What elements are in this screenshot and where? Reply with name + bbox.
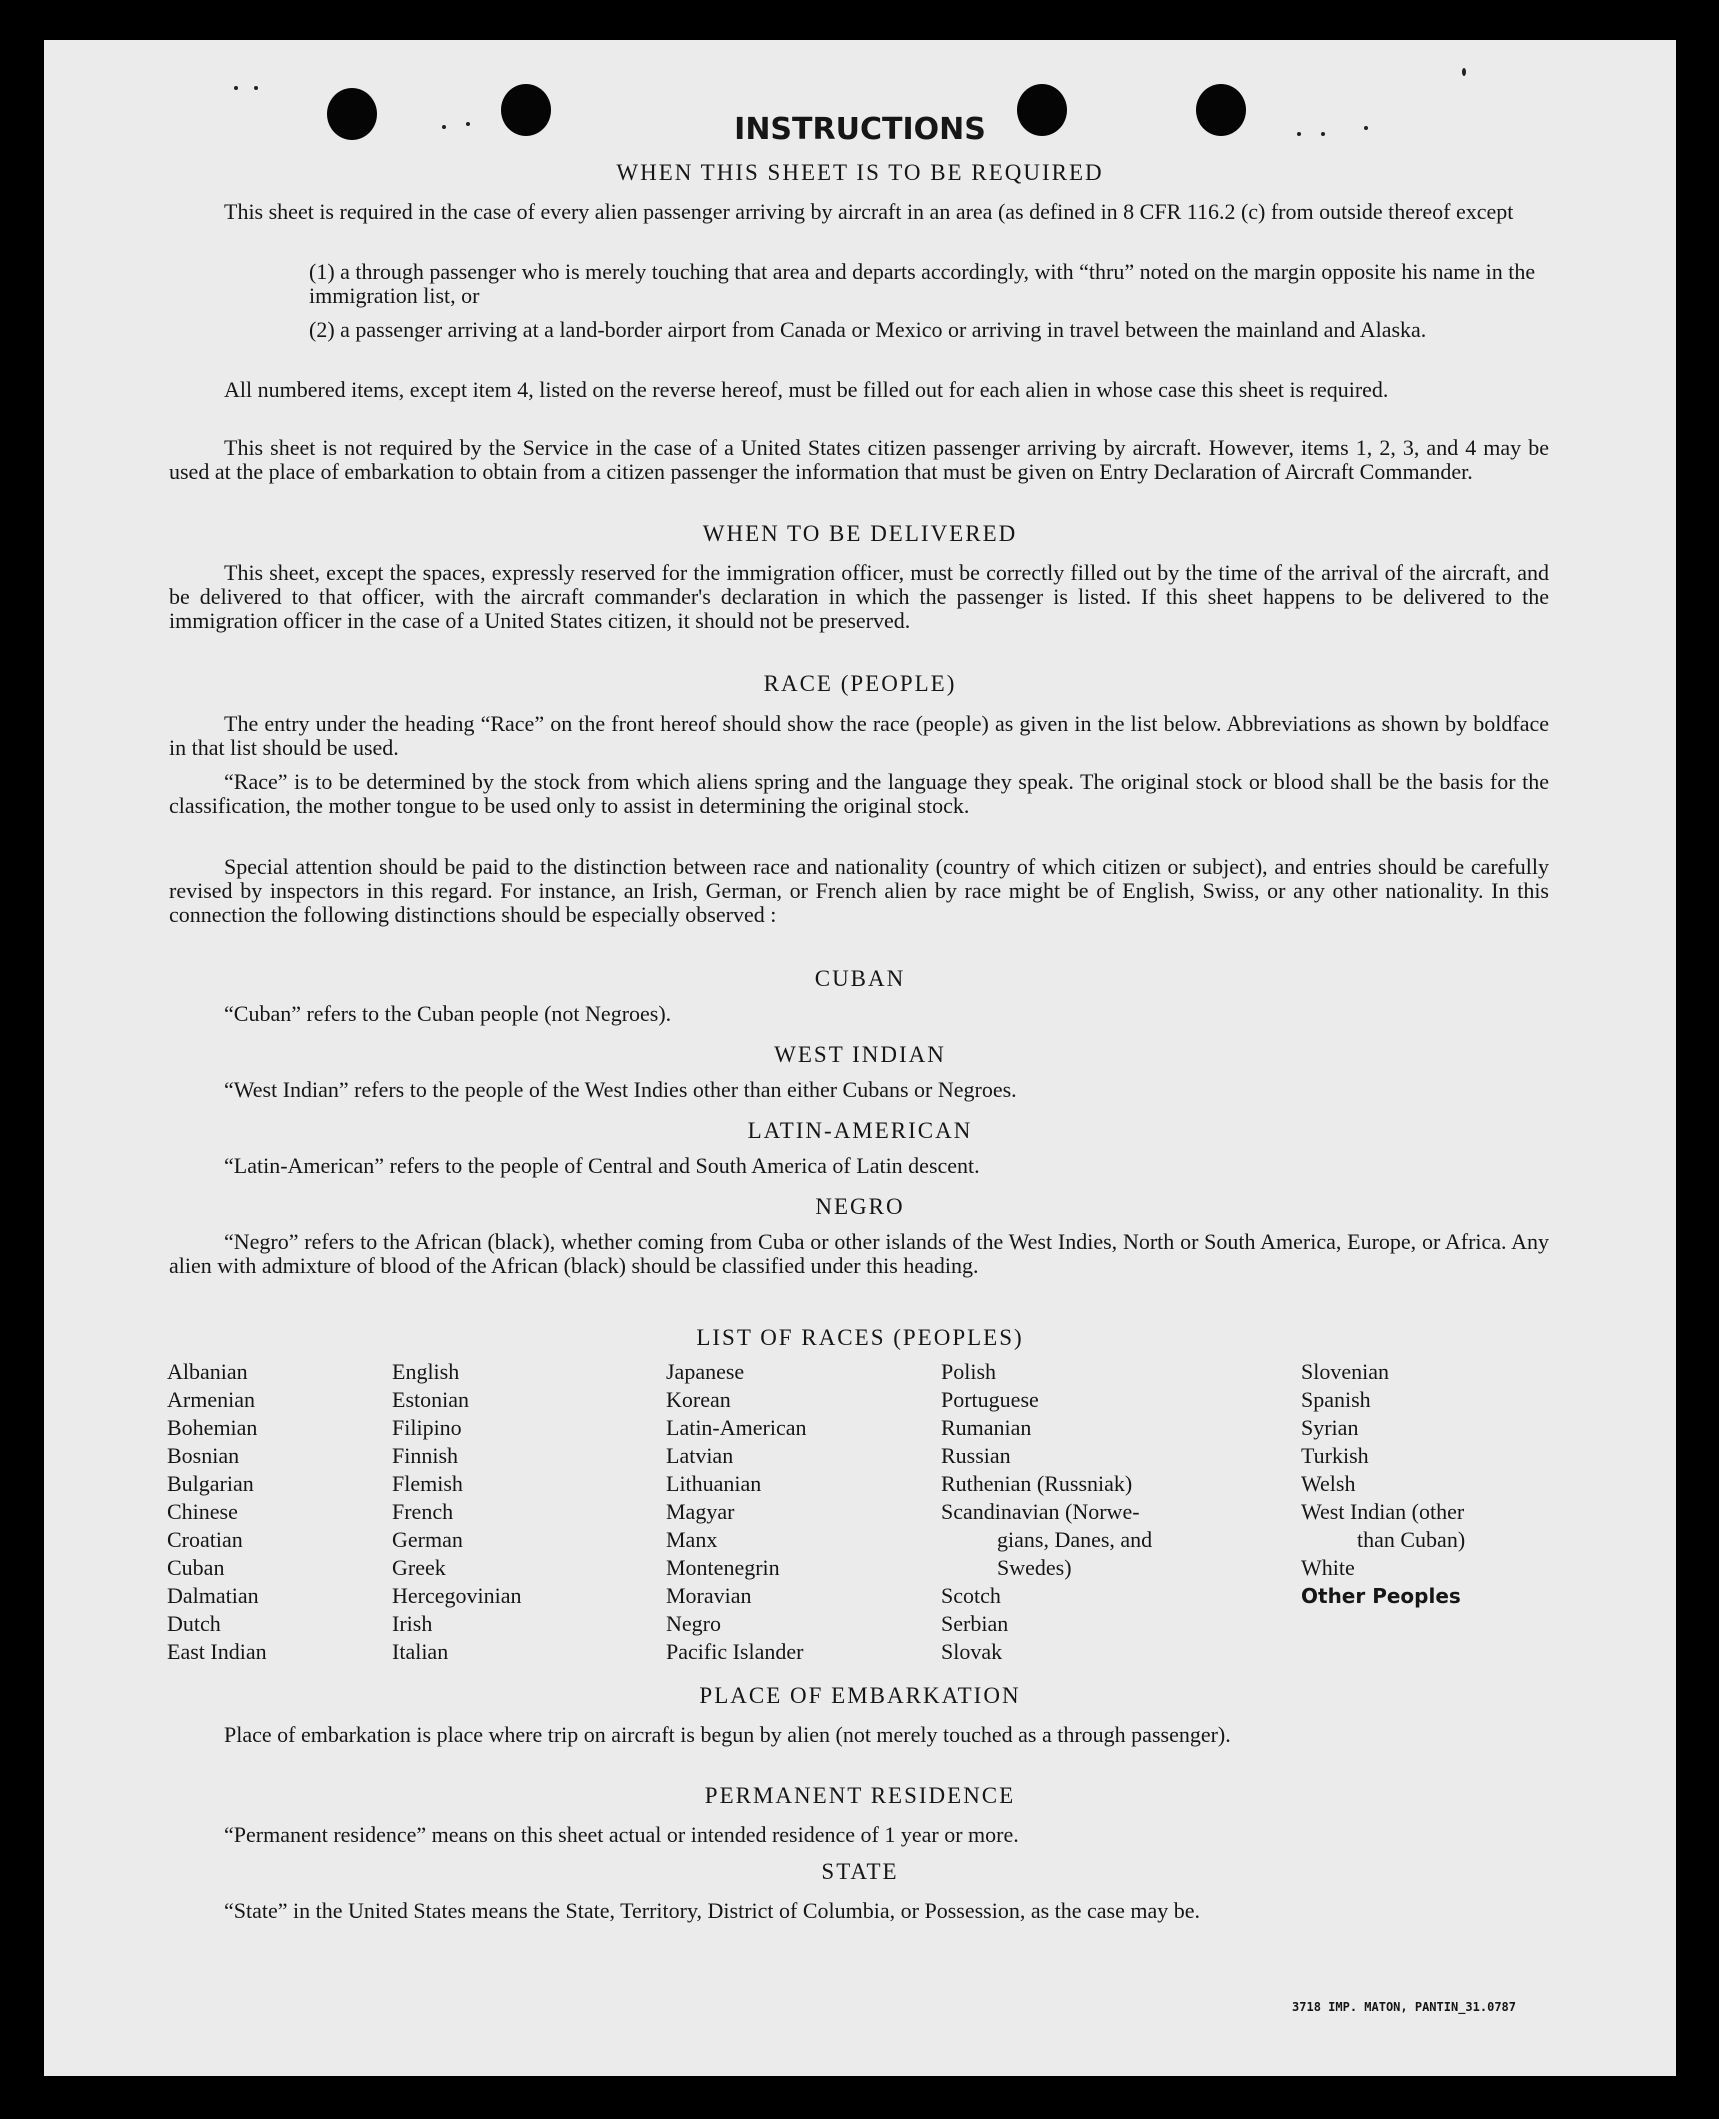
race-item: Pacific Islander [666,1639,804,1664]
race-item: Russian [941,1443,1011,1468]
race-item: Portuguese [941,1387,1039,1412]
race-item: Welsh [1301,1471,1356,1496]
race-item: Turkish [1301,1443,1369,1468]
heading-list-of-races: LIST OF RACES (PEOPLES) [696,1325,1024,1350]
paragraph-embarkation: Place of embarkation is place where trip on aircraft is begun by alien (not merely touched as a through passenger). [224,1722,1231,1747]
race-item: West Indian (other [1301,1499,1465,1524]
heading-embarkation: PLACE OF EMBARKATION [699,1683,1021,1708]
paragraph-race-1: The entry under the heading “Race” on the front hereof should show the race (people) as given in the list below. Abbreviations as shown by boldface in that list should be used. [169,711,1549,760]
heading-negro: NEGRO [815,1194,905,1219]
race-column-5 [1301,1358,1561,1610]
heading-latin-american: LATIN-AMERICAN [747,1118,973,1143]
paragraph-state: “State” in the United States means the State, Territory, District of Columbia, or Possession, as the case may be. [224,1898,1201,1923]
race-item: Rumanian [941,1415,1032,1440]
race-item: Moravian [666,1583,752,1608]
race-item: White [1301,1555,1355,1580]
race-item: Armenian [167,1387,255,1412]
race-item: Flemish [392,1471,463,1496]
heading-when-required: WHEN THIS SHEET IS TO BE REQUIRED [616,160,1104,185]
race-item: Cuban [167,1555,225,1580]
race-item: Negro [666,1611,721,1636]
paragraph-negro: “Negro” refers to the African (black), whether coming from Cuba or other islands of the West Indies, North or South America, Europe, or Africa. Any alien with admixture of blood of the African (black) should be classified under this heading. [169,1229,1549,1278]
race-item: Finnish [392,1443,459,1468]
document-page [44,40,1676,2076]
race-item: Other Peoples [1301,1584,1461,1608]
exception-item-1: (1) a through passenger who is merely touching that area and departs accordingly, with “thru” noted on the margin opposite his name in the immigration list, or [309,259,1536,308]
race-item: Filipino [392,1415,462,1440]
race-item: Montenegrin [666,1555,780,1580]
race-item: Syrian [1301,1415,1359,1440]
race-item: than Cuban) [1357,1527,1466,1552]
race-item: Bohemian [167,1415,258,1440]
paragraph-numbered-items: All numbered items, except item 4, listed on the reverse hereof, must be filled out for each alien in whose case this sheet is required. [224,377,1389,402]
race-column-3 [666,1358,807,1666]
printer-imprint: 3718 IMP. MATON, PANTIN_31.0787 [1292,2000,1516,2014]
race-item: Magyar [666,1499,735,1524]
race-item: East Indian [167,1639,267,1664]
race-item: Italian [392,1639,449,1664]
race-item: Manx [666,1527,718,1552]
paragraph-cuban: “Cuban” refers to the Cuban people (not Negroes). [224,1001,672,1026]
race-item: Scandinavian (Norwe- [941,1499,1140,1524]
race-item: Polish [941,1359,997,1384]
race-item: Scotch [941,1583,1001,1608]
race-item: Greek [392,1555,446,1580]
race-item: Albanian [167,1359,248,1384]
race-item: Swedes) [997,1555,1072,1580]
race-column-2 [392,1358,522,1666]
heading-race: RACE (PEOPLE) [763,671,957,696]
paragraph-race-3: Special attention should be paid to the distinction between race and nationality (country of which citizen or subject), and entries should be carefully revised by inspectors in this regard. For instance, an Irish, German, or French alien by race might be of English, Swiss, or any other nationality. In this connection the following distinctions should be especially observed : [169,854,1549,927]
heading-state: STATE [821,1859,899,1884]
race-item: Latvian [666,1443,734,1468]
heading-residence: PERMANENT RESIDENCE [704,1783,1016,1808]
exception-item-2: (2) a passenger arriving at a land-border airport from Canada or Mexico or arriving in travel between the mainland and Alaska. [309,317,1427,342]
race-item: German [392,1527,463,1552]
paragraph-citizen: This sheet is not required by the Service in the case of a United States citizen passenger arriving by aircraft. However, items 1, 2, 3, and 4 may be used at the place of embarkation to obtain from a citizen passenger the information that must be given on Entry Declaration of Aircraft Commander. [169,435,1549,484]
race-item: Japanese [666,1359,745,1384]
race-item: Dutch [167,1611,221,1636]
heading-cuban: CUBAN [814,966,906,991]
race-item: Slovenian [1301,1359,1389,1384]
race-item: Hercegovinian [392,1583,522,1608]
race-item: Latin-American [666,1415,807,1440]
race-column-4 [941,1358,1261,1666]
race-item: Chinese [167,1499,238,1524]
paragraph-delivered: This sheet, except the spaces, expressly reserved for the immigration officer, must be correctly filled out by the time of the arrival of the aircraft, and be delivered to that officer, with the aircraft commander's declaration in which the passenger is listed. If this sheet happens to be delivered to the immigration officer in the case of a United States citizen, it should not be preserved. [169,560,1549,633]
paragraph-race-2: “Race” is to be determined by the stock from which aliens spring and the language they speak. The original stock or blood shall be the basis for the classification, the mother tongue to be used only to assist in determining the original stock. [169,769,1549,818]
paragraph-latin-american: “Latin-American” refers to the people of Central and South America of Latin descent. [224,1153,980,1178]
paragraph-intro: This sheet is required in the case of every alien passenger arriving by aircraft in an area (as defined in 8 CFR 116.2 (c) from outside thereof except [224,199,1514,224]
race-item: gians, Danes, and [997,1527,1153,1552]
race-item: Estonian [392,1387,469,1412]
paragraph-residence: “Permanent residence” means on this sheet actual or intended residence of 1 year or more. [224,1822,1019,1847]
race-item: Lithuanian [666,1471,762,1496]
race-item: Irish [392,1611,433,1636]
race-item: Spanish [1301,1387,1371,1412]
race-item: French [392,1499,454,1524]
race-column-1 [167,1358,267,1666]
heading-when-delivered: WHEN TO BE DELIVERED [702,521,1018,546]
race-item: Slovak [941,1639,1003,1664]
race-item: Dalmatian [167,1583,259,1608]
race-item: Bulgarian [167,1471,254,1496]
race-item: Bosnian [167,1443,240,1468]
race-item: English [392,1359,460,1384]
paragraph-west-indian: “West Indian” refers to the people of the West Indies other than either Cubans or Negroes. [224,1077,1017,1102]
page-title: INSTRUCTIONS [734,112,986,147]
race-item: Serbian [941,1611,1009,1636]
race-item: Croatian [167,1527,243,1552]
heading-west-indian: WEST INDIAN [774,1042,946,1067]
race-item: Ruthenian (Russniak) [941,1471,1133,1496]
race-item: Korean [666,1387,731,1412]
